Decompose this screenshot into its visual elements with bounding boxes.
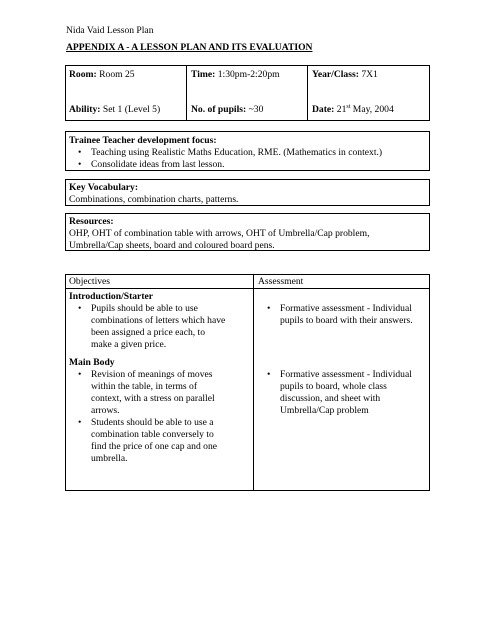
ability-label: Ability: xyxy=(69,104,101,115)
intro-heading: Introduction/Starter xyxy=(69,291,154,302)
text-line: make a given price. xyxy=(91,339,167,350)
text-line: been assigned a price each, to xyxy=(91,327,206,338)
ability-cell xyxy=(69,104,160,116)
text-line: • Revision of meanings of moves xyxy=(91,369,213,380)
text-line: pupils to board, whole class xyxy=(280,381,387,392)
text-line: • Pupils should be able to use xyxy=(91,303,198,314)
focus-item: • Teaching using Realistic Maths Education, RME. (Mathematics in context.) xyxy=(69,147,382,159)
text-line: find the price of one cap and one xyxy=(91,441,217,452)
text-line: arrows. xyxy=(91,405,120,416)
pupils-label: No. of pupils: xyxy=(191,104,247,115)
main-objective xyxy=(69,369,217,417)
text-line: • Formative assessment - Individual xyxy=(280,303,412,314)
info-table-divider-1 xyxy=(186,65,187,121)
intro-objective xyxy=(69,303,225,351)
appendix-title: APPENDIX A - A LESSON PLAN AND ITS EVALUATION xyxy=(66,42,313,53)
text-line: pupils to board with their answers. xyxy=(280,315,413,326)
text-line: Umbrella/Cap problem xyxy=(280,405,369,416)
yearclass-value: 7X1 xyxy=(361,69,378,80)
focus-heading: Trainee Teacher development focus: xyxy=(69,135,217,146)
running-title: Nida Vaid Lesson Plan xyxy=(66,25,154,36)
date-cell xyxy=(312,104,394,116)
time-value: 1:30pm-2:20pm xyxy=(217,69,280,80)
main-assessment-list xyxy=(258,369,412,417)
pupils-cell xyxy=(191,104,263,116)
main-assessment xyxy=(258,369,412,417)
intro-assessment xyxy=(258,303,413,327)
time-cell xyxy=(191,69,280,81)
text-line: combinations of letters which have xyxy=(91,315,226,326)
yearclass-cell xyxy=(312,69,378,81)
text-line: • Students should be able to use a xyxy=(91,417,214,428)
date-day: 21 xyxy=(336,104,347,115)
intro-assessment-list xyxy=(258,303,413,327)
room-cell xyxy=(69,69,135,81)
info-table-divider-2 xyxy=(307,65,308,121)
objectives-header: Objectives xyxy=(69,276,111,287)
date-suffix: st xyxy=(346,104,351,110)
ability-value: Set 1 (Level 5) xyxy=(102,104,161,115)
main-objective-list xyxy=(69,369,217,465)
resources-line: OHP, OHT of combination table with arrows, OHT of Umbrella/Cap problem, xyxy=(69,228,370,239)
text-line: within the table, in terms of xyxy=(91,381,198,392)
pupils-value: ~30 xyxy=(248,104,264,115)
text-line: discussion, and sheet with xyxy=(280,393,381,404)
vocabulary-text: Combinations, combination charts, patterns. xyxy=(69,194,239,205)
text-line: • Formative assessment - Individual xyxy=(280,369,412,380)
text-line: umbrella. xyxy=(91,453,128,464)
yearclass-label: Year/Class: xyxy=(312,69,359,80)
room-label: Room: xyxy=(69,69,97,80)
resources-heading: Resources: xyxy=(69,216,114,227)
focus-item: • Consolidate ideas from last lesson. xyxy=(69,159,382,171)
plan-table-divider xyxy=(253,274,254,491)
text-line: context, with a stress on parallel xyxy=(91,393,215,404)
room-value: Room 25 xyxy=(99,69,135,80)
assessment-header: Assessment xyxy=(258,276,304,287)
intro-objective-list xyxy=(69,303,225,351)
focus-list xyxy=(69,147,382,171)
main-objective xyxy=(69,417,217,465)
main-body-heading: Main Body xyxy=(69,357,115,368)
plan-table-header-rule xyxy=(65,288,430,289)
resources-line: Umbrella/Cap sheets, board and coloured board pens. xyxy=(69,240,275,251)
date-rest: May, 2004 xyxy=(352,104,394,115)
date-label: Date: xyxy=(312,104,335,115)
time-label: Time: xyxy=(191,69,216,80)
vocabulary-heading: Key Vocabulary: xyxy=(69,182,139,193)
text-line: combination table conversely to xyxy=(91,429,214,440)
